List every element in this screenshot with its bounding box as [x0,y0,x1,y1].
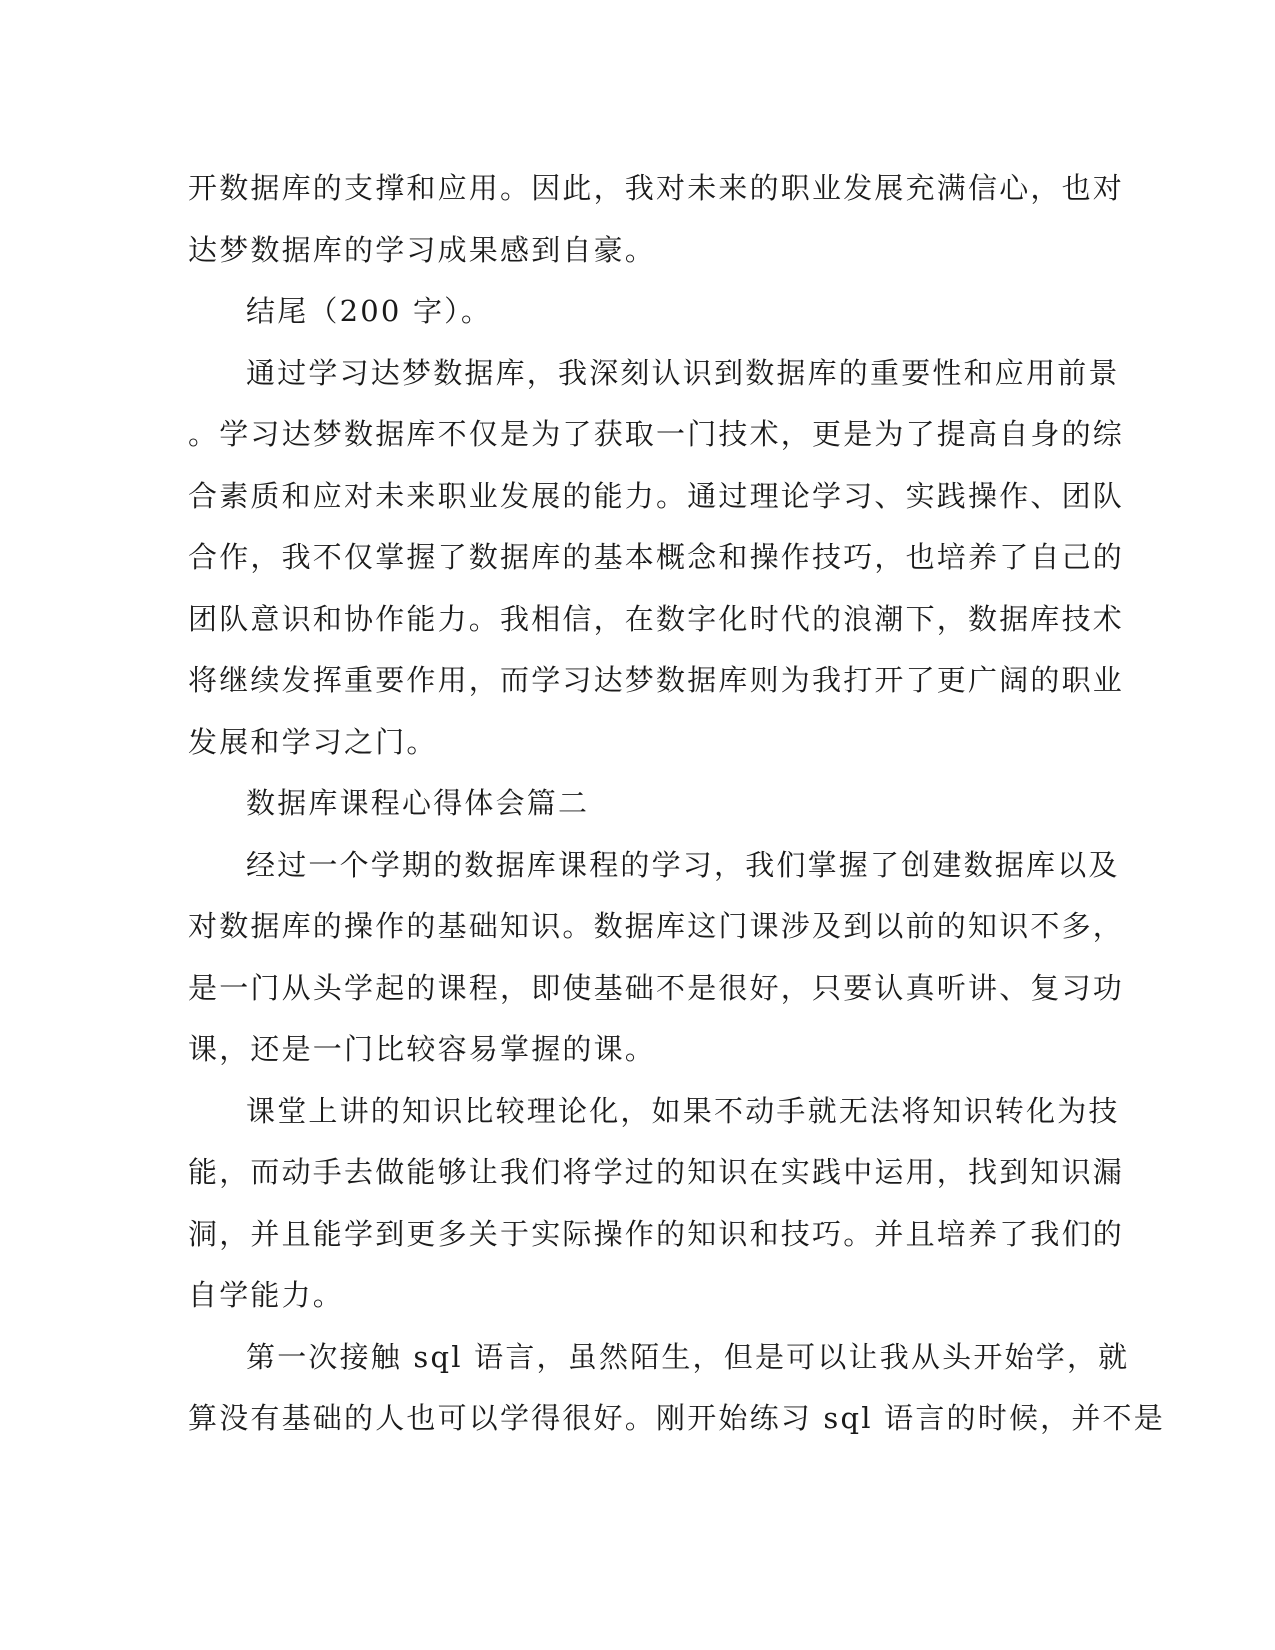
text-line: 数据库课程心得体会篇二 [246,786,590,820]
text-line: 发展和学习之门。 [188,724,438,759]
text-line: 第一次接触 sql 语言，虽然陌生，但是可以让我从头开始学，就 [246,1339,1130,1374]
text-line: 课，还是一门比较容易掌握的课。 [188,1032,657,1066]
text-line: 是一门从头学起的课程，即使基础不是很好，只要认真听讲、复习功 [188,970,1125,1005]
text-line: 经过一个学期的数据库课程的学习，我们掌握了创建数据库以及 [246,847,1120,882]
text-line: 能，而动手去做能够让我们将学过的知识在实践中运用，找到知识漏 [188,1155,1125,1189]
paragraph-conclusion [188,343,1125,774]
paragraph-practice [188,1081,1125,1327]
section-heading-conclusion [188,281,1068,343]
text-line: 开数据库的支撑和应用。因此，我对未来的职业发展充满信心，也对 [188,171,1125,205]
paragraph-course-intro [188,835,1125,1081]
text-line: 洞，并且能学到更多关于实际操作的知识和技巧。并且培养了我们的 [188,1216,1125,1251]
paragraph-sql [188,1327,1165,1450]
text-line: 。学习达梦数据库不仅是为了获取一门技术，更是为了提高自身的综 [188,417,1125,451]
text-line: 达梦数据库的学习成果感到自豪。 [188,232,657,267]
text-line: 结尾（200 字）。 [246,294,493,328]
text-line: 通过学习达梦数据库，我深刻认识到数据库的重要性和应用前景 [246,355,1120,390]
section-heading-part-two [188,773,1068,835]
text-line: 将继续发挥重要作用，而学习达梦数据库则为我打开了更广阔的职业 [188,663,1125,697]
text-line: 对数据库的操作的基础知识。数据库这门课涉及到以前的知识不多， [188,909,1125,943]
text-line: 课堂上讲的知识比较理论化，如果不动手就无法将知识转化为技 [246,1093,1120,1128]
text-line: 算没有基础的人也可以学得很好。刚开始练习 sql 语言的时候，并不是 [188,1401,1165,1435]
text-line: 合素质和应对未来职业发展的能力。通过理论学习、实践操作、团队 [188,478,1125,513]
paragraph-1 [188,158,1125,281]
text-line: 团队意识和协作能力。我相信，在数字化时代的浪潮下，数据库技术 [188,601,1125,636]
document-body [188,158,1165,1450]
text-line: 自学能力。 [188,1278,345,1312]
text-line: 合作，我不仅掌握了数据库的基本概念和操作技巧，也培养了自己的 [188,540,1125,574]
